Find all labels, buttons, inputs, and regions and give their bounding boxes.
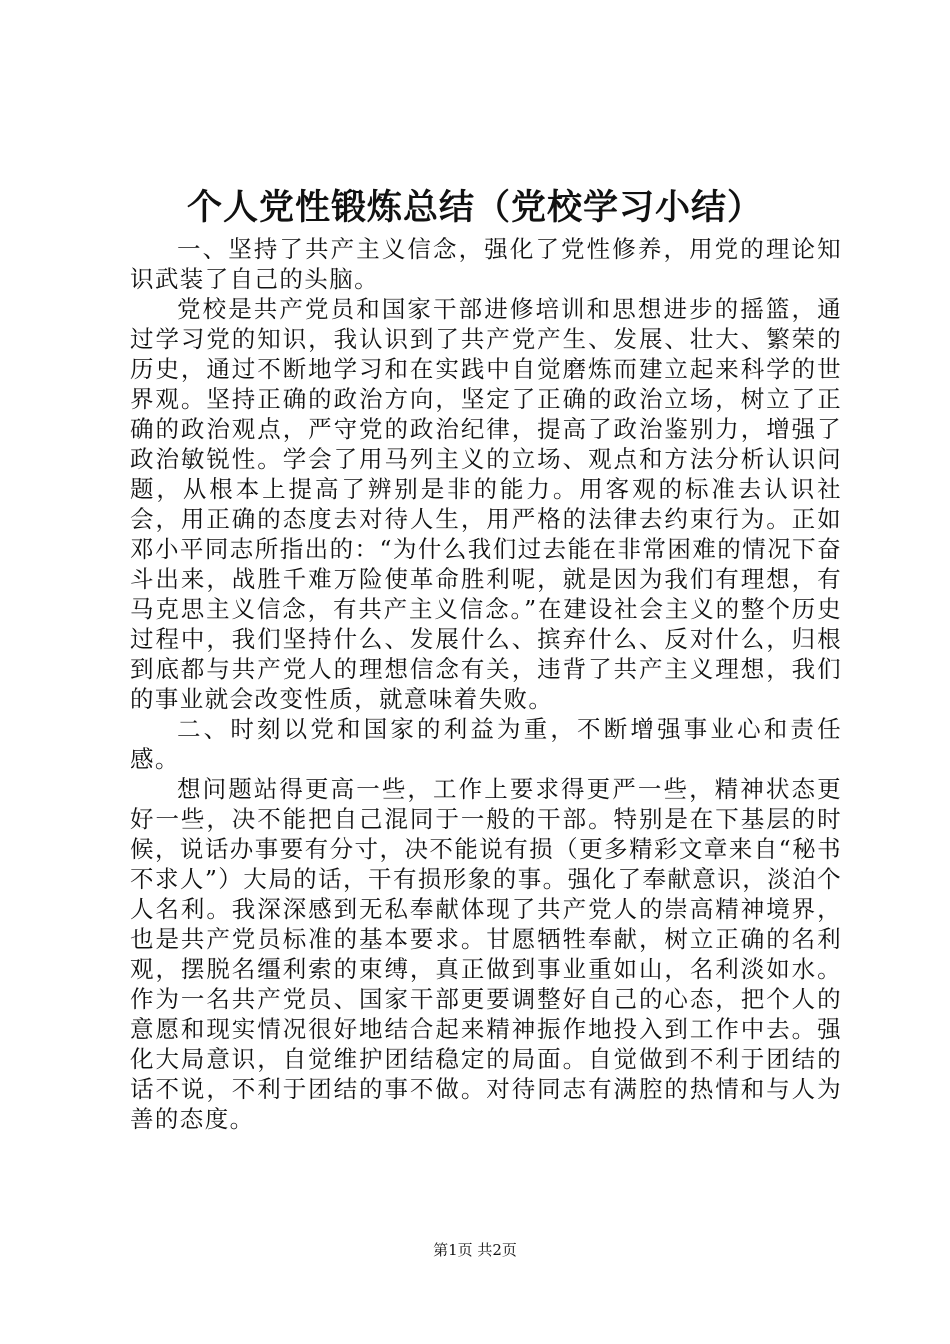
- paragraph-3: 二、时刻以党和国家的利益为重，不断增强事业心和责任感。: [130, 715, 842, 773]
- document-title: 个人党性锻炼总结（党校学习小结）: [186, 187, 763, 228]
- paragraph-4: 想问题站得更高一些，工作上要求得更严一些，精神状态更好一些，决不能把自己混同于一般的干部。特别是在下基层的时候，说话办事要有分寸，决不能说有损（更多精彩文章来自“秘书不求人”）大局的话，干有损形象的事。强化了奉献意识，淡泊个人名利。我深深感到无私奉献体现了共产党人的崇高精神境界，也是共产党员标准的基本要求。甘愿牺牲奉献，树立正确的名利观，摆脱名缰利索的束缚，真正做到事业重如山，名利淡如水。作为一名共产党员、国家干部更要调整好自己的心态，把个人的意愿和现实情况很好地结合起来精神振作地投入到工作中去。强化大局意识，自觉维护团结稳定的局面。自觉做到不利于团结的话不说，不利于团结的事不做。对待同志有满腔的热情和与人为善的态度。: [130, 775, 842, 1133]
- document-body: [130, 234, 842, 1134]
- paragraph-1: 一、坚持了共产主义信念，强化了党性修养，用党的理论知识武装了自己的头脑。: [130, 235, 842, 293]
- page-number-footer: 第1页 共2页: [433, 1241, 517, 1259]
- paragraph-2: 党校是共产党员和国家干部进修培训和思想进步的摇篮，通过学习党的知识，我认识到了共产党产生、发展、壮大、繁荣的历史，通过不断地学习和在实践中自觉磨炼而建立起来科学的世界观。坚持正确的政治方向，坚定了正确的政治立场，树立了正确的政治观点，严守党的政治纪律，提高了政治鉴别力，增强了政治敏锐性。学会了用马列主义的立场、观点和方法分析认识问题，从根本上提高了辨别是非的能力。用客观的标准去认识社会，用正确的态度去对待人生，用严格的法律去约束行为。正如邓小平同志所指出的：“为什么我们过去能在非常困难的情况下奋斗出来，战胜千难万险使革命胜利呢，就是因为我们有理想，有马克思主义信念，有共产主义信念。”在建设社会主义的整个历史过程中，我们坚持什么、发展什么、摈弃什么、反对什么，归根到底都与共产党人的理想信念有关，违背了共产主义理想，我们的事业就会改变性质，就意味着失败。: [130, 295, 842, 713]
